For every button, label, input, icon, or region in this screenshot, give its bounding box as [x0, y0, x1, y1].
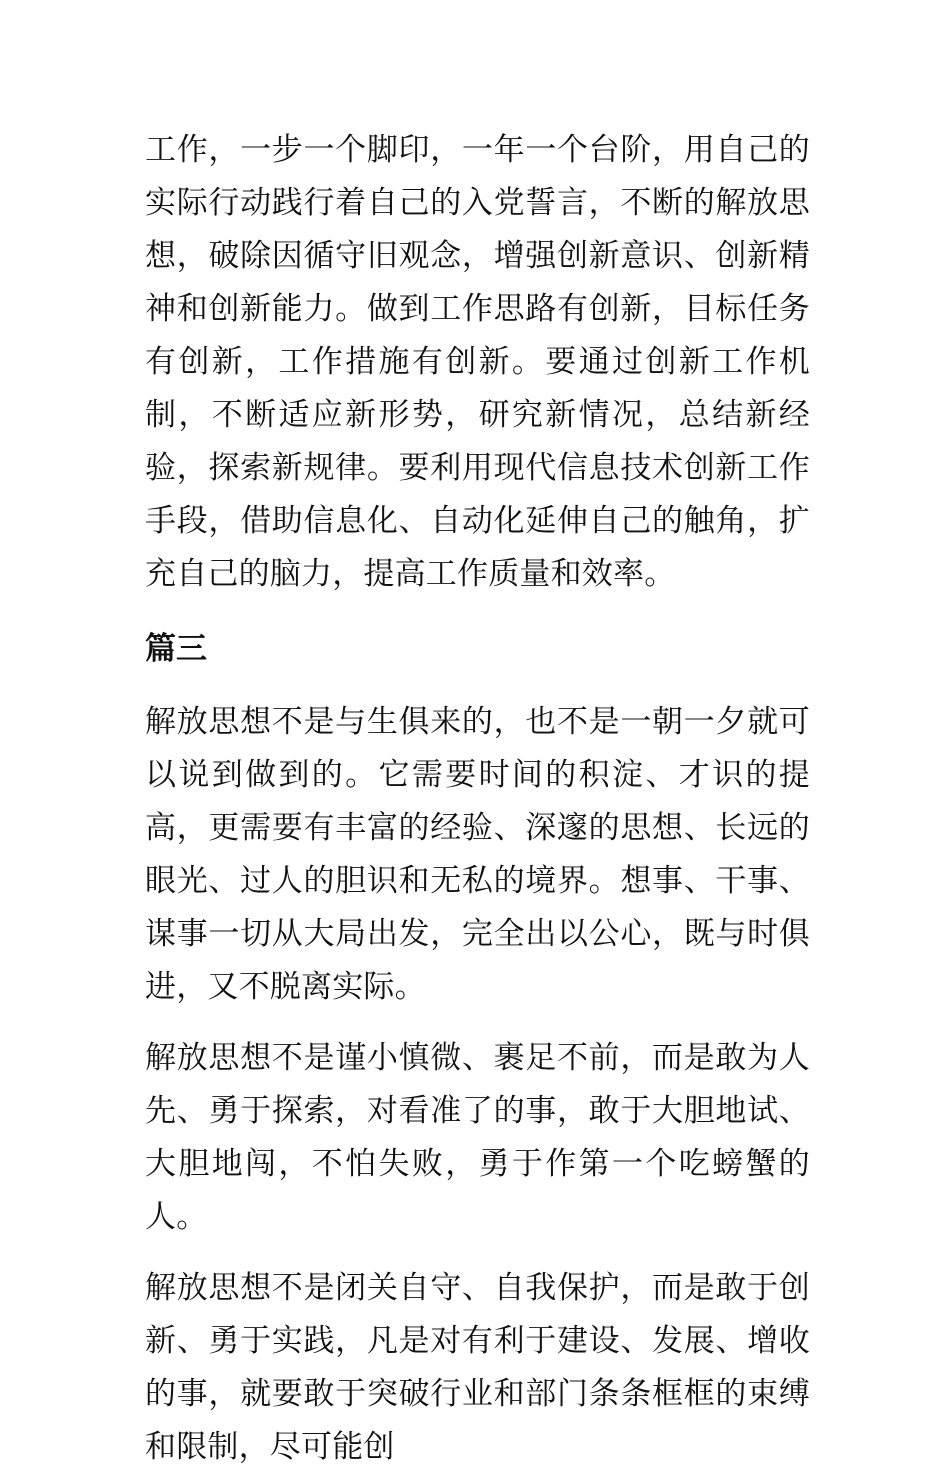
paragraph-3: 解放思想不是闭关自守、自我保护，而是敢于创新、勇于实践，凡是对有利于建设、发展、增收的事，就要敢于突破行业和部门条条框框的束缚和限制，尽可能创 [145, 1270, 810, 1465]
paragraph-1: 解放思想不是与生俱来的，也不是一朝一夕就可以说到做到的。它需要时间的积淀、才识的提高，更需要有丰富的经验、深邃的思想、长远的眼光、过人的胆识和无私的境界。想事、干事、谋事一切从大局出发，完全出以公心，既与时俱进，又不脱离实际。 [145, 704, 810, 1005]
document-body [145, 124, 810, 1474]
section-heading: 篇三 [145, 631, 207, 667]
paragraph-2: 解放思想不是谨小慎微、裹足不前，而是敢为人先、勇于探索，对看准了的事，敢于大胆地试、大胆地闯，不怕失败，勇于作第一个吃螃蟹的人。 [145, 1040, 810, 1235]
paragraph-intro: 工作，一步一个脚印，一年一个台阶，用自己的实际行动践行着自己的入党誓言，不断的解放思想，破除因循守旧观念，增强创新意识、创新精神和创新能力。做到工作思路有创新，目标任务有创新，工作措施有创新。要通过创新工作机制，不断适应新形势，研究新情况，总结新经验，探索新规律。要利用现代信息技术创新工作手段，借助信息化、自动化延伸自己的触角，扩充自己的脑力，提高工作质量和效率。 [145, 132, 810, 592]
